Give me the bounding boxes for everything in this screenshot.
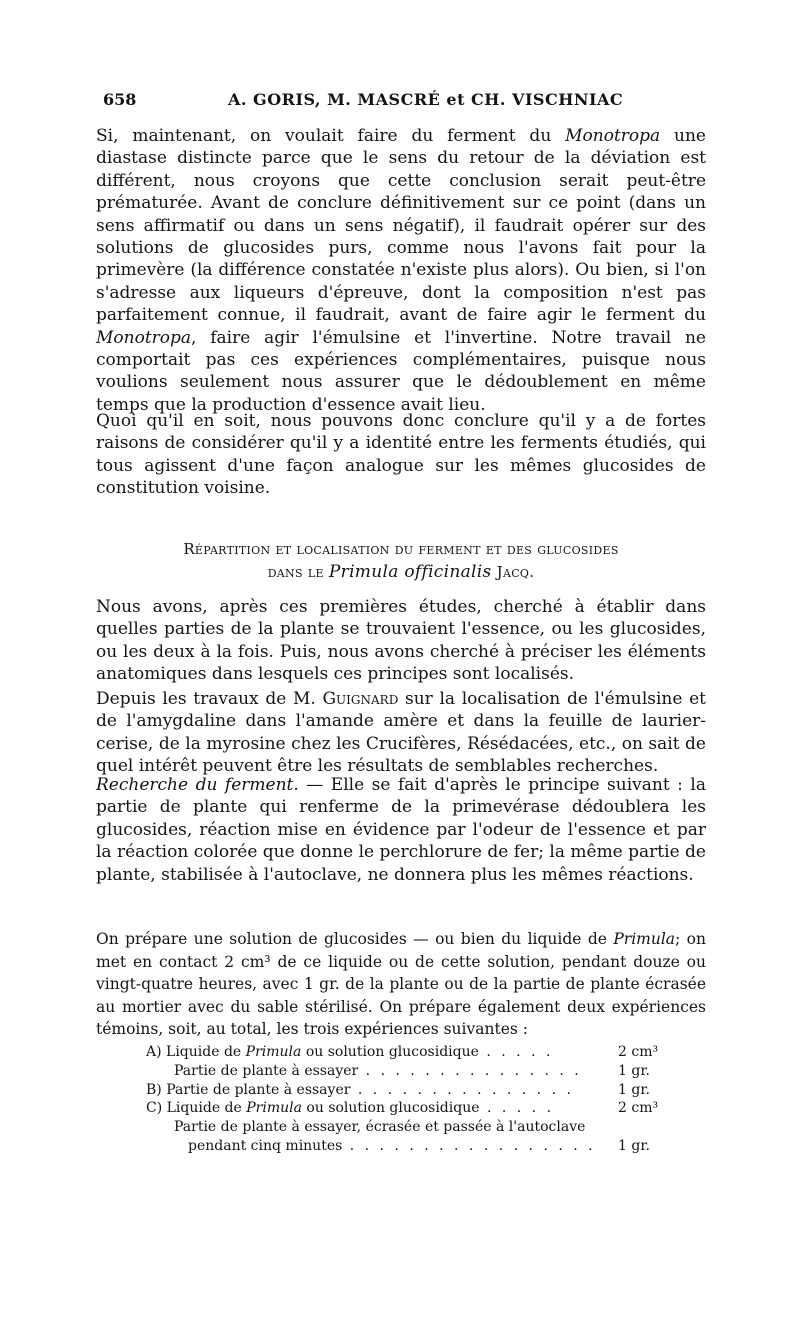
section-heading-prefix: dans le [267,563,324,581]
leader-dots: . . . . . . . . . . . . . . . [358,1062,582,1079]
experiment-label-text: pendant cinq minutes [188,1137,343,1154]
experiment-label [146,1137,608,1156]
leader-dots: . . . . . . . . . . . . . . . . . [342,1137,596,1154]
experiment-row [146,1062,666,1081]
experiment-label-text: C) Liquide de [146,1100,247,1117]
paragraph-5-text: — Elle se fait d'après le principe suivant : la partie de plante qui renferme de la primevérase dédoublera les glucosides, réaction mise en évidence par l'odeur de l'essence et par la réaction colorée que donne le perchlorure de fer; la même partie de plante, stabilisée à l'autoclave, ne donnera plus les mêmes réactions. [96,775,706,885]
section-heading-species: Primula officinalis [328,562,492,582]
leader-dots: . . . . . [478,1044,554,1060]
paragraph-1 [96,125,706,416]
paragraph-1-italic-a: Monotropa [565,126,661,146]
experiment-label-text: ou solution glucosidique [301,1100,480,1117]
paragraph-6-text-b: ; on met en contact 2 cm³ de ce liquide ou de cette solution, pendant douze ou vingt-quatre heures, avec 1 gr. de la plante ou de la partie de plante écrasée au mortier avec du sable stérilisé. On prépare également deux expériences témoins, soit, au total, les trois expériences suivantes : [96,930,706,1039]
paragraph-4-author: Guignard [322,689,399,709]
experiment-label-text: Partie de plante à essayer, écrasée et passée à l'autoclave [174,1119,586,1136]
page-number: 658 [103,90,137,109]
experiment-quantity: 1 gr. [618,1062,650,1079]
paragraph-6-italic: Primula [613,930,676,948]
experiment-label [146,1062,608,1081]
experiment-quantity: 1 gr. [618,1081,650,1098]
section-heading [96,538,706,584]
experiment-row [146,1118,666,1137]
paragraph-1-text-a: Si, maintenant, on voulait faire du ferment du [96,126,566,146]
paragraph-6 [96,928,706,1041]
experiment-label [146,1043,608,1062]
page-header [103,90,711,114]
paragraph-1-text-c: , faire agir l'émulsine et l'invertine. Notre travail ne comportait pas ces expériences complémentaires, puisque nous voulions seulement nous assurer que le dédoublement en même temps que la production d'essence avait lieu. [96,327,706,415]
experiments-list [146,1043,666,1156]
experiment-label [146,1118,608,1137]
experiment-quantity [608,1118,666,1137]
experiment-label-text: ou solution glucosidique [301,1044,479,1060]
paragraph-5 [96,774,706,886]
paragraph-3: Nous avons, après ces premières études, cherché à établir dans quelles parties de la plante se trouvaient l'essence, ou les glucosides, ou les deux à la fois. Puis, nous avons cherché à préciser les éléments anatomiques dans lesquels ces principes sont localisés. [96,597,706,685]
section-heading-line-1: Répartition et localisation du ferment et des glucosides [183,540,619,558]
experiment-label [146,1081,608,1100]
experiment-row [146,1137,666,1156]
running-title: A. GORIS, M. MASCRÉ et CH. VISCHNIAC [228,90,624,109]
leader-dots: . . . . . [479,1100,555,1117]
paragraph-4 [96,688,706,778]
paragraph-5-heading: Recherche du ferment. [96,775,299,795]
experiment-label-text: Partie de plante à essayer [174,1062,359,1079]
experiment-row [146,1043,666,1062]
paragraph-1-italic-b: Monotropa [96,327,192,348]
experiment-quantity: 1 gr. [618,1137,650,1154]
experiment-label-italic: Primula [245,1044,302,1060]
experiment-quantity: 2 cm³ [618,1044,659,1060]
experiment-quantity: 2 cm³ [618,1100,659,1117]
paragraph-4-text-a: Depuis les travaux de M. [96,689,323,709]
paragraph-6-text-a: On prépare une solution de glucosides — ou bien du liquide de [96,930,614,948]
experiment-label-text: A) Liquide de [146,1044,246,1060]
paragraph-1-text-b: une diastase distincte parce que le sens du retour de la déviation est différent, nous croyons que cette conclusion serait peut-être prématurée. Avant de conclure définitivement sur ce point (dans un sens affirmatif ou dans un sens négatif), il faudrait opérer sur des solutions de glucosides purs, comme nous l'avons fait pour la primevère (la différence constatée n'existe plus alors). Ou bien, si l'on s'adresse aux liqueurs d'épreuve, dont la composition n'est pas parfaitement connue, il faudrait, avant de faire agir le ferment du [96,126,706,326]
paragraph-2: Quoi qu'il en soit, nous pouvons donc conclure qu'il y a de fortes raisons de considérer qu'il y a identité entre les ferments étudiés, qui tous agissent d'une façon analogue sur les mêmes glucosides de constitution voisine. [96,411,706,499]
experiment-label-italic: Primula [246,1100,302,1117]
experiment-row [146,1099,666,1118]
section-heading-author: Jacq. [496,563,535,581]
experiment-label [146,1099,608,1118]
experiment-label-text: B) Partie de plante à essayer [146,1081,351,1098]
section-heading-line-2 [96,561,706,584]
experiment-row [146,1081,666,1100]
paragraph-4-text-b: sur la localisation de l'émulsine et de l'amygdaline dans l'amande amère et dans la feuille de laurier-cerise, de la myrosine chez les Crucifères, Résédacées, etc., on sait de quel intérêt peuvent être les résultats de semblables recherches. [96,689,706,777]
leader-dots: . . . . . . . . . . . . . . . [350,1081,574,1098]
